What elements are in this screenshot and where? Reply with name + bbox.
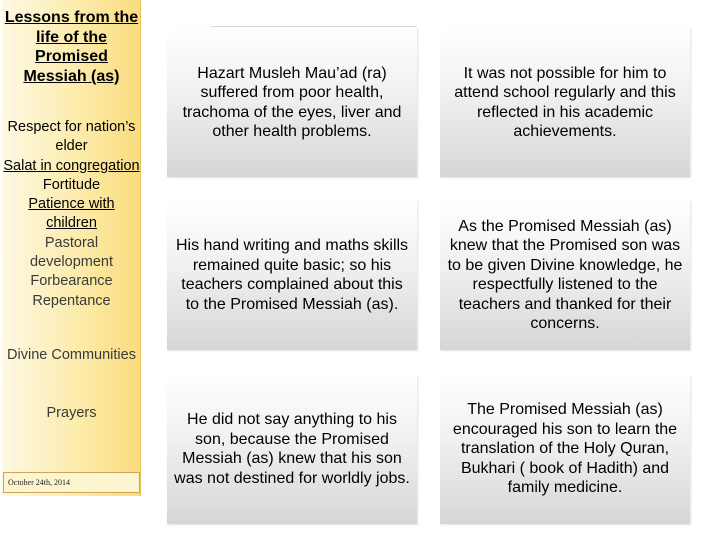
sidebar-item-pastoral: Pastoral development bbox=[29, 234, 114, 271]
sidebar-list bbox=[2, 118, 141, 311]
date-footer: October 24th, 2014 bbox=[3, 472, 140, 493]
sidebar-item-prayers: Prayers bbox=[46, 405, 97, 421]
card-handwriting bbox=[167, 200, 417, 350]
card-son-text: He did not say anything to his son, because the Promised Messiah (as) knew that his son was not destined for worldly jobs. bbox=[174, 411, 410, 487]
sidebar-item-forbearance: Forbearance bbox=[30, 273, 113, 290]
card-handwriting-text: His hand writing and maths skills remained quite basic; so his teachers complained about this to the Promised Messiah (as). bbox=[175, 237, 409, 313]
sidebar-item-respect: Respect for nation’s elder bbox=[7, 119, 136, 155]
card-quran-text: The Promised Messiah (as) encouraged his son to learn the translation of the Holy Quran, Bukhari ( book of Hadith) and family medicine. bbox=[452, 401, 678, 497]
sidebar-item-patience[interactable]: Patience with children bbox=[28, 196, 115, 232]
card-quran bbox=[440, 374, 690, 524]
card-teachers bbox=[440, 200, 690, 350]
sidebar-item-fortitude: Fortitude bbox=[42, 176, 101, 193]
card-teachers-text: As the Promised Messiah (as) knew that the Promised son was to be given Divine knowledge, he respectfully listened to the teachers and thanked for their concerns. bbox=[447, 217, 683, 332]
card-school bbox=[440, 28, 690, 177]
card-health-text: Hazart Musleh Mau’ad (ra) suffered from poor health, trachoma of the eyes, liver and other health problems. bbox=[182, 64, 402, 140]
sidebar-item-salat[interactable]: Salat in congregation bbox=[3, 157, 140, 174]
sidebar-item-repentance: Repentance bbox=[32, 292, 111, 309]
card-school-text: It was not possible for him to attend school regularly and this reflected in his academic achievements. bbox=[454, 64, 676, 140]
sidebar-panel bbox=[2, 0, 141, 496]
top-divider bbox=[212, 26, 417, 27]
card-son bbox=[167, 374, 417, 524]
sidebar-item-divine-communities: Divine Communities bbox=[7, 347, 136, 363]
card-health bbox=[167, 28, 417, 177]
sidebar-title: Lessons from the life of the Promised Messiah (as) bbox=[4, 9, 139, 85]
